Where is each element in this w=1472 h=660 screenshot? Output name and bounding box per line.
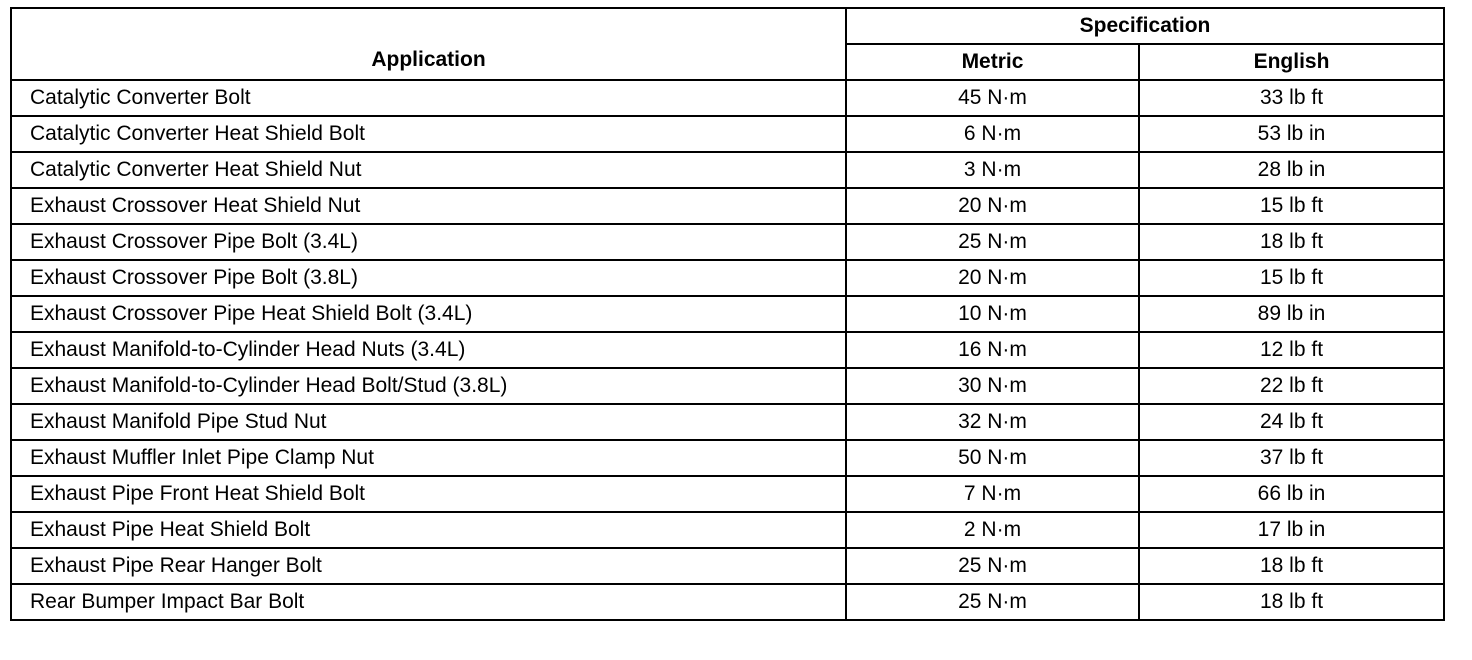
application-cell: Catalytic Converter Heat Shield Nut bbox=[11, 152, 846, 188]
english-cell: 18 lb ft bbox=[1139, 584, 1444, 620]
table-header bbox=[11, 8, 1444, 80]
application-cell: Catalytic Converter Bolt bbox=[11, 80, 846, 116]
english-cell: 22 lb ft bbox=[1139, 368, 1444, 404]
table-row bbox=[11, 224, 1444, 260]
application-cell: Exhaust Pipe Front Heat Shield Bolt bbox=[11, 476, 846, 512]
application-cell: Exhaust Manifold Pipe Stud Nut bbox=[11, 404, 846, 440]
application-cell: Exhaust Crossover Pipe Bolt (3.4L) bbox=[11, 224, 846, 260]
table-row bbox=[11, 404, 1444, 440]
table-row bbox=[11, 584, 1444, 620]
application-cell: Exhaust Crossover Pipe Bolt (3.8L) bbox=[11, 260, 846, 296]
metric-cell: 30 N·m bbox=[846, 368, 1139, 404]
table-row bbox=[11, 116, 1444, 152]
metric-cell: 16 N·m bbox=[846, 332, 1139, 368]
application-cell: Exhaust Pipe Rear Hanger Bolt bbox=[11, 548, 846, 584]
english-cell: 18 lb ft bbox=[1139, 224, 1444, 260]
english-cell: 15 lb ft bbox=[1139, 188, 1444, 224]
english-cell: 18 lb ft bbox=[1139, 548, 1444, 584]
application-cell: Catalytic Converter Heat Shield Bolt bbox=[11, 116, 846, 152]
table-body bbox=[11, 80, 1444, 620]
english-cell: 12 lb ft bbox=[1139, 332, 1444, 368]
table-row bbox=[11, 476, 1444, 512]
metric-cell: 10 N·m bbox=[846, 296, 1139, 332]
application-cell: Exhaust Crossover Heat Shield Nut bbox=[11, 188, 846, 224]
application-cell: Rear Bumper Impact Bar Bolt bbox=[11, 584, 846, 620]
metric-cell: 25 N·m bbox=[846, 548, 1139, 584]
specification-column-header: Specification bbox=[846, 8, 1444, 44]
table-row bbox=[11, 260, 1444, 296]
english-cell: 53 lb in bbox=[1139, 116, 1444, 152]
metric-cell: 20 N·m bbox=[846, 188, 1139, 224]
header-row-top bbox=[11, 8, 1444, 44]
application-cell: Exhaust Muffler Inlet Pipe Clamp Nut bbox=[11, 440, 846, 476]
metric-cell: 3 N·m bbox=[846, 152, 1139, 188]
application-cell: Exhaust Manifold-to-Cylinder Head Nuts (3.4L) bbox=[11, 332, 846, 368]
table-row bbox=[11, 152, 1444, 188]
application-cell: Exhaust Manifold-to-Cylinder Head Bolt/Stud (3.8L) bbox=[11, 368, 846, 404]
table-row bbox=[11, 296, 1444, 332]
table-row bbox=[11, 512, 1444, 548]
metric-cell: 25 N·m bbox=[846, 584, 1139, 620]
english-column-header: English bbox=[1139, 44, 1444, 80]
application-column-header: Application bbox=[11, 8, 846, 80]
english-cell: 33 lb ft bbox=[1139, 80, 1444, 116]
table-row bbox=[11, 80, 1444, 116]
english-cell: 15 lb ft bbox=[1139, 260, 1444, 296]
english-cell: 89 lb in bbox=[1139, 296, 1444, 332]
metric-cell: 2 N·m bbox=[846, 512, 1139, 548]
metric-cell: 45 N·m bbox=[846, 80, 1139, 116]
metric-cell: 6 N·m bbox=[846, 116, 1139, 152]
english-cell: 66 lb in bbox=[1139, 476, 1444, 512]
english-cell: 24 lb ft bbox=[1139, 404, 1444, 440]
english-cell: 37 lb ft bbox=[1139, 440, 1444, 476]
application-cell: Exhaust Pipe Heat Shield Bolt bbox=[11, 512, 846, 548]
metric-column-header: Metric bbox=[846, 44, 1139, 80]
table-row bbox=[11, 368, 1444, 404]
torque-spec-table bbox=[10, 7, 1445, 621]
application-cell: Exhaust Crossover Pipe Heat Shield Bolt (3.4L) bbox=[11, 296, 846, 332]
metric-cell: 7 N·m bbox=[846, 476, 1139, 512]
english-cell: 17 lb in bbox=[1139, 512, 1444, 548]
metric-cell: 25 N·m bbox=[846, 224, 1139, 260]
table-row bbox=[11, 548, 1444, 584]
table-row bbox=[11, 188, 1444, 224]
table-row bbox=[11, 440, 1444, 476]
metric-cell: 32 N·m bbox=[846, 404, 1139, 440]
metric-cell: 50 N·m bbox=[846, 440, 1139, 476]
table-row bbox=[11, 332, 1444, 368]
metric-cell: 20 N·m bbox=[846, 260, 1139, 296]
english-cell: 28 lb in bbox=[1139, 152, 1444, 188]
